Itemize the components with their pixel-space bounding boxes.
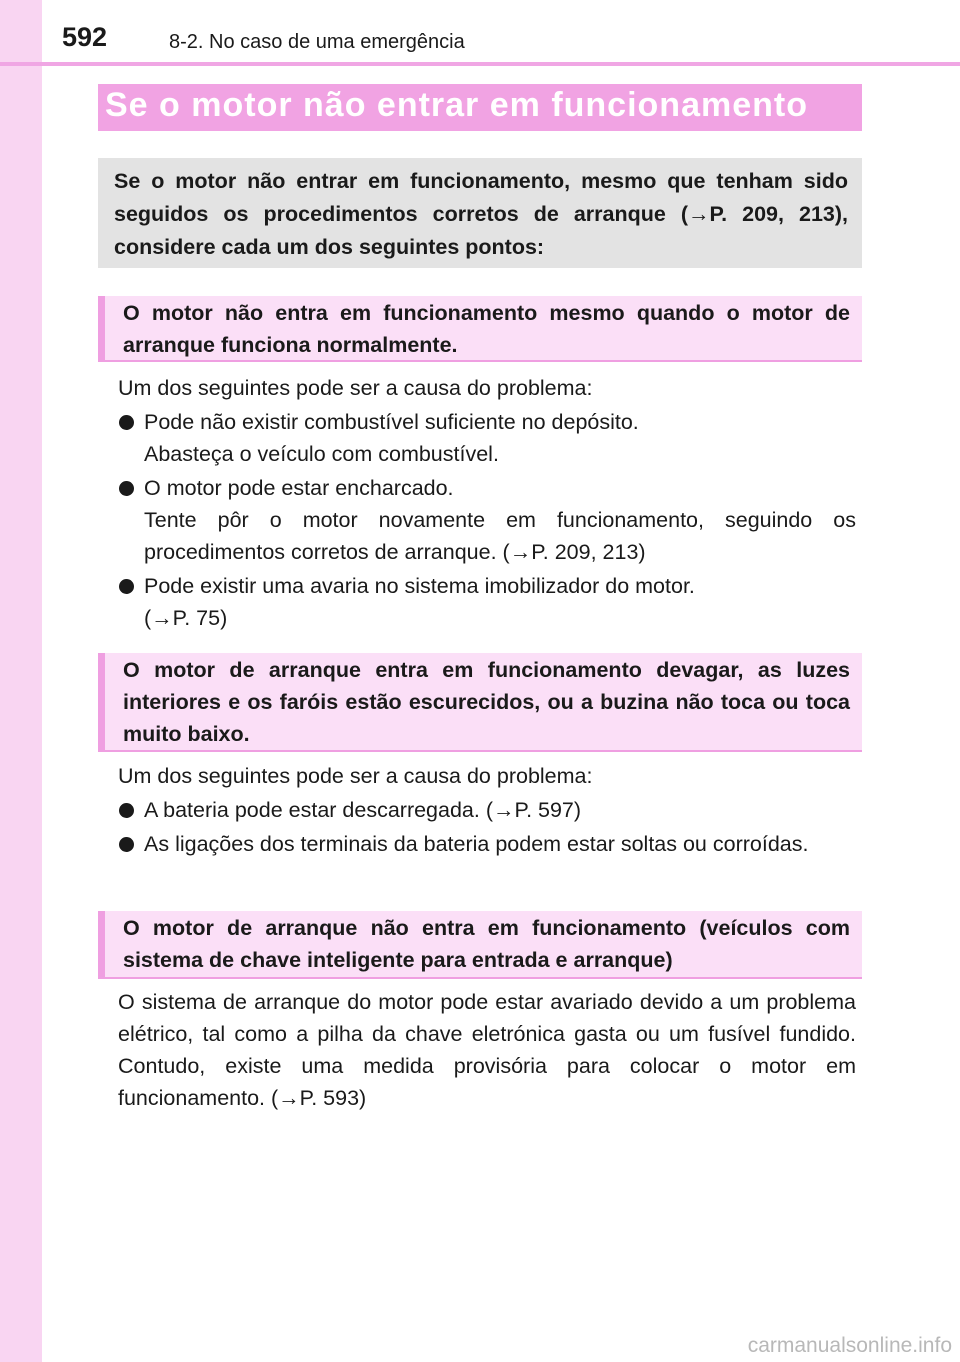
- page-title: Se o motor não entrar em funcionamento: [105, 86, 808, 124]
- bullet-sub: (→P. 75): [144, 606, 228, 630]
- list-item: [118, 472, 856, 568]
- watermark: carmanualsonline.info: [747, 1334, 952, 1357]
- section-paragraph-3: O sistema de arranque do motor pode estar avariado devido a um problema elétrico, tal como a pilha da chave eletrónica gasta ou um fusível fundido. Contudo, existe uma medida provisória para colocar o motor em funcionamento. (→P. 593): [118, 990, 856, 1110]
- section-body-3: [118, 986, 856, 1114]
- bullet-main: A bateria pode estar descarregada. (→P. 597): [144, 798, 582, 822]
- section-heading-box-3: [98, 911, 862, 979]
- left-margin-strip: [0, 0, 42, 1362]
- bullet-icon: [119, 579, 134, 594]
- list-item: [118, 570, 856, 634]
- bullet-main: Pode existir uma avaria no sistema imobilizador do motor.: [144, 574, 695, 598]
- list-item: [118, 828, 856, 860]
- bullet-main: O motor pode estar encharcado.: [144, 476, 454, 500]
- bullet-main: As ligações dos terminais da bateria podem estar soltas ou corroídas.: [144, 832, 809, 856]
- bullet-sub: Tente pôr o motor novamente em funcionamento, seguindo os procedimentos corretos de arranque. (→P. 209, 213): [144, 508, 856, 564]
- intro-text: Se o motor não entrar em funcionamento, mesmo que tenham sido seguidos os procedimentos corretos de arranque (→P. 209, 213), considere cada um dos seguintes pontos:: [114, 169, 848, 259]
- section-heading-3: O motor de arranque não entra em funcionamento (veículos com sistema de chave inteligente para entrada e arranque): [123, 916, 850, 972]
- page-number: 592: [62, 22, 108, 52]
- bullet-sub: Abasteça o veículo com combustível.: [144, 442, 499, 466]
- section-heading-2: O motor de arranque entra em funcionamento devagar, as luzes interiores e os faróis estão escurecidos, ou a buzina não toca ou toca muito baixo.: [123, 658, 850, 746]
- section-heading-1: O motor não entra em funcionamento mesmo quando o motor de arranque funciona normalmente.: [123, 301, 850, 357]
- section-body-1: [118, 372, 856, 636]
- intro-box: [98, 158, 862, 268]
- bullet-icon: [119, 481, 134, 496]
- section-body-2: [118, 760, 856, 862]
- bullet-main: Pode não existir combustível suficiente no depósito.: [144, 410, 639, 434]
- bullet-icon: [119, 415, 134, 430]
- header-rule: [0, 62, 960, 66]
- section-lead-1: Um dos seguintes pode ser a causa do problema:: [118, 376, 593, 400]
- list-item: [118, 406, 856, 470]
- bullet-icon: [119, 803, 134, 818]
- section-lead-2: Um dos seguintes pode ser a causa do problema:: [118, 764, 593, 788]
- section-heading-box-1: [98, 296, 862, 362]
- section-heading-box-2: [98, 653, 862, 752]
- section-label: 8-2. No caso de uma emergência: [169, 31, 465, 53]
- bullet-icon: [119, 837, 134, 852]
- list-item: [118, 794, 856, 826]
